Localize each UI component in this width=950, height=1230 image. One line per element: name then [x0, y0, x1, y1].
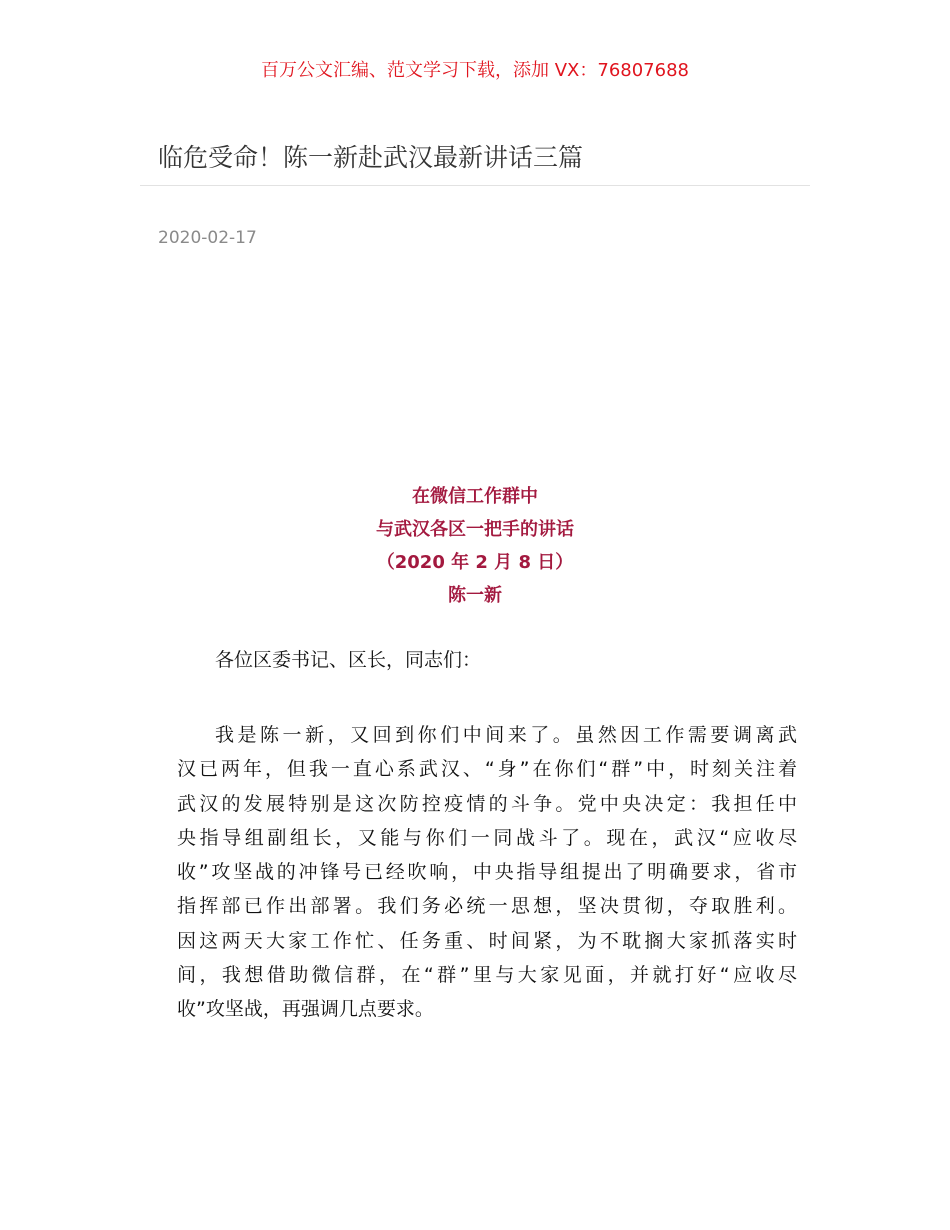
greeting: 各位区委书记、区长，同志们： — [215, 649, 482, 671]
heading-line-1: 在微信工作群中 — [412, 486, 538, 507]
paragraph-line: 武汉的发展特别是这次防控疫情的斗争。党中央决定：我担任中 — [177, 792, 797, 815]
body-paragraph — [177, 718, 797, 1027]
paragraph-line: 间，我想借助微信群，在“群”里与大家见面，并就打好“应收尽 — [177, 964, 797, 987]
paragraph-line: 我是陈一新，又回到你们中间来了。虽然因工作需要调离武 — [215, 724, 797, 746]
paragraph-line: 指挥部已作出部署。我们务必统一思想，坚决贯彻，夺取胜利。 — [177, 895, 797, 918]
watermark-banner: 百万公文汇编、范文学习下载，添加 VX：76807688 — [261, 60, 689, 81]
article-title: 临危受命！陈一新赴武汉最新讲话三篇 — [158, 143, 584, 172]
title-divider — [140, 185, 810, 186]
paragraph-line: 收”攻坚战的冲锋号已经吹响，中央指导组提出了明确要求，省市 — [177, 861, 797, 884]
paragraph-line: 汉已两年，但我一直心系武汉、“身”在你们“群”中，时刻关注着 — [177, 758, 797, 781]
paragraph-line: 央指导组副组长，又能与你们一同战斗了。现在，武汉“应收尽 — [177, 826, 797, 849]
paragraph-line: 因这两天大家工作忙、任务重、时间紧，为不耽搁大家抓落实时 — [177, 929, 797, 952]
heading-date: （2020 年 2 月 8 日） — [376, 552, 574, 573]
paragraph-line: 收”攻坚战，再强调几点要求。 — [177, 998, 434, 1021]
speech-heading — [0, 480, 950, 612]
heading-line-2: 与武汉各区一把手的讲话 — [376, 519, 574, 540]
heading-speaker: 陈一新 — [448, 585, 502, 606]
publish-date: 2020-02-17 — [158, 228, 257, 248]
